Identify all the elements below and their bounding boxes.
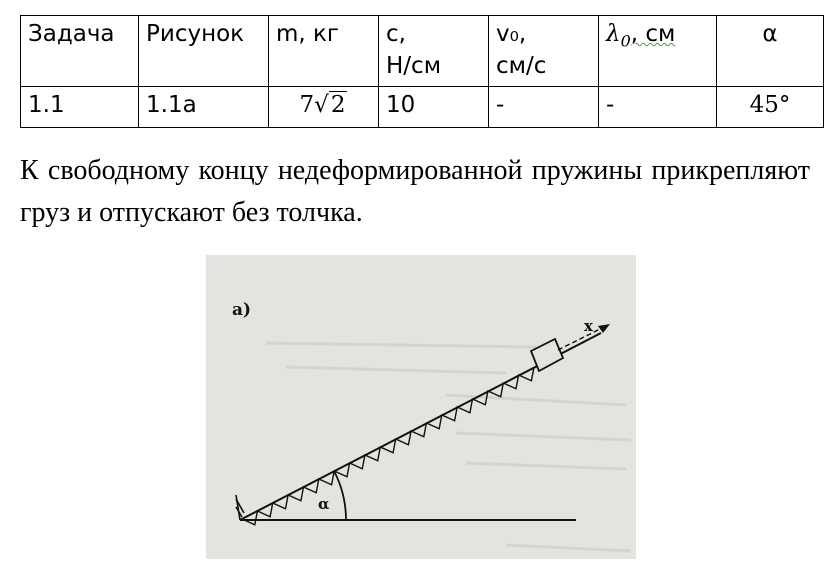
axis-x-label: x: [584, 317, 593, 335]
header-velocity: [489, 16, 599, 87]
sqrt-argument: 2: [330, 92, 346, 118]
problem-description: К свободному концу недеформированной пружины прикрепляют груз и отпускают без толчка.: [20, 155, 810, 228]
spring-incline-diagram: [206, 255, 636, 559]
table-header-row: [21, 16, 824, 87]
header-task: Задача: [21, 16, 139, 87]
panel-label: а): [232, 300, 252, 320]
angle-arc: [334, 471, 346, 520]
cell-figure: 1.1а: [139, 87, 269, 128]
cell-alpha: 45°: [717, 87, 824, 128]
sqrt-sign-icon: √: [314, 92, 329, 118]
cell-velocity: -: [489, 87, 599, 128]
lambda-symbol: λ: [606, 21, 621, 47]
header-mass: m, кг: [269, 16, 379, 87]
header-figure: Рисунок: [139, 16, 269, 87]
header-alpha: α: [717, 16, 824, 87]
figure-photo: [206, 255, 636, 559]
lambda-unit: , см: [630, 21, 676, 47]
header-stiffness-line1: с,: [386, 21, 406, 47]
header-lambda: [599, 16, 717, 87]
header-stiffness-line2: Н/см: [386, 53, 442, 79]
cell-mass: [269, 87, 379, 128]
cell-lambda: -: [599, 87, 717, 128]
cell-stiffness: 10: [379, 87, 489, 128]
header-velocity-line1: v₀,: [496, 21, 527, 47]
task-table: [20, 15, 824, 128]
lambda-subscript: 0: [620, 31, 631, 51]
mass-coefficient: 7: [299, 92, 315, 118]
header-velocity-line2: см/с: [496, 53, 547, 79]
sqrt-expression: [314, 89, 347, 121]
header-stiffness: [379, 16, 489, 87]
wall-hatch-icon: [236, 495, 244, 520]
angle-label: α: [318, 495, 330, 513]
table-row: [21, 87, 824, 128]
cell-task: 1.1: [21, 87, 139, 128]
